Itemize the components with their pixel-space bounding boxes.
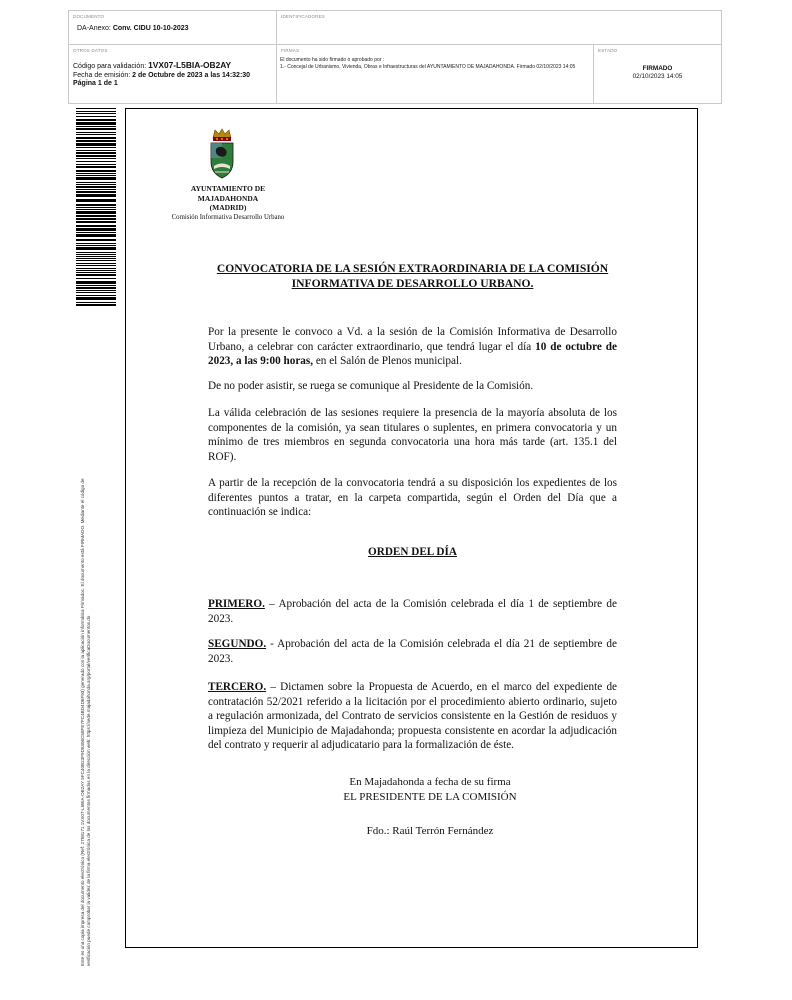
- page-frame: [125, 108, 698, 948]
- item-text: – Dictamen sobre la Propuesta de Acuerdo, en el marco del expediente de contratación 52/2021 referido a la licitación por el procedimiento abierto ordinario, sujeto a regulación armonizada, del Contrato de servicios consistente en la Gestión de residuos y limpieza del Municipio de Majadahonda; propuesta consistente en acordar la adjudicación del contrato y requerir al adjudicatario para la formalización de éste.: [208, 681, 617, 751]
- documento-cell: [69, 11, 277, 45]
- firmas-text: [280, 57, 590, 70]
- codigo-validacion: [73, 61, 250, 72]
- agenda-item-primero: [208, 597, 617, 626]
- paragraph-expedientes: A partir de la recepción de la convocatoria tendrá a su disposición los expedientes de los diferentes puntos a tratar, en la carpeta compartida, según el Orden del Día que a continuación se indica:: [208, 477, 617, 518]
- letterhead-title: [160, 184, 296, 213]
- estado-date: 02/10/2023 14:05: [632, 72, 683, 80]
- firmas-label: FIRMAS: [281, 48, 300, 53]
- side-line1: Este es una copia impresa del documento electrónico (Ref: 2758171 1VX07-L5BIA-OB2AY 5FC40B23F9D5356C58FE7FC4BD4D6F93) generado con la aplicación informática Firmadoc. El documento está FIRMADO. Mediante el código de: [80, 478, 85, 966]
- otros-datos-label: OTROS DATOS: [73, 48, 108, 53]
- coat-of-arms-icon: [207, 128, 237, 182]
- letterhead-line3: (MADRID): [209, 203, 247, 212]
- signature-role: EL PRESIDENTE DE LA COMISIÓN: [343, 790, 517, 803]
- side-verification-inner: [80, 306, 92, 966]
- codigo-label: Código para validación:: [73, 63, 147, 70]
- document-title: CONVOCATORIA DE LA SESIÓN EXTRAORDINARIA DE LA COMISIÓN INFORMATIVA DE DESARROLLO URBANO.: [216, 262, 609, 290]
- p1-text-a: Por la presente le convoco a Vd. a la sesión de la Comisión Informativa de Desarrollo Urbano, a celebrar con carácter extraordinario, que tendrá lugar el día: [208, 326, 617, 353]
- documento-prefix: DA-Anexo:: [77, 25, 111, 32]
- side-line2: verificación puede comprobar la validez de la firma electrónica de los documentos firmados en la dirección web: https://sede.majadahonda.org/portal/verificaDocumentos.do: [86, 615, 91, 966]
- identificadores-label: IDENTIFICADORES: [281, 14, 326, 19]
- paragraph-quorum: La válida celebración de las sesiones requiere la presencia de la mayoría absoluta de los componentes de la comisión, ya sean titulares o suplentes, en primera convocatoria y un mínimo de tres miembros en segunda convocatoria una hora más tarde (art. 135.1 del ROF).: [208, 407, 617, 463]
- estado-cell: [594, 45, 721, 103]
- orden-del-dia-title: ORDEN DEL DÍA: [368, 546, 457, 558]
- item-label: PRIMERO.: [208, 598, 265, 610]
- estado-value: FIRMADO: [642, 65, 673, 72]
- signature-block: [290, 775, 570, 804]
- letterhead-subtitle: Comisión Informativa Desarrollo Urbano: [171, 214, 285, 221]
- signature-name: Fdo.: Raúl Terrón Fernández: [366, 825, 494, 837]
- p1-date-bold: 10 de octubre de 2023, a las 9:00 horas,: [208, 340, 617, 367]
- estado-box: [594, 65, 721, 80]
- fecha-emision: [73, 72, 250, 81]
- paragraph-asistencia: De no poder asistir, se ruega se comunique al Presidente de la Comisión.: [208, 380, 534, 392]
- firmas-line1: El documento ha sido firmado o aprobado por :: [280, 57, 385, 63]
- item-label: SEGUNDO.: [208, 638, 267, 650]
- agenda-item-segundo: [208, 637, 617, 666]
- pagina-info: [73, 80, 250, 89]
- identificadores-cell: [277, 11, 721, 45]
- side-verification-text: [80, 306, 94, 966]
- codigo-value[interactable]: 1VX07-L5BIA-OB2AY: [148, 60, 232, 70]
- paragraph-convocatoria: [208, 325, 617, 369]
- documento-value: [77, 25, 189, 32]
- barcode-icon: [76, 108, 116, 306]
- item-text: - Aprobación del acta de la Comisión celebrada el día 21 de septiembre de 2023.: [208, 638, 617, 665]
- firmas-cell: [277, 45, 594, 103]
- fecha-label: Fecha de emisión:: [73, 71, 131, 79]
- fecha-value: 2 de Octubre de 2023 a las 14:32:30: [132, 71, 251, 79]
- documento-label: DOCUMENTO: [73, 14, 105, 19]
- otros-datos-cell: [69, 45, 277, 103]
- letterhead-line1: AYUNTAMIENTO DE: [190, 184, 266, 193]
- item-label: TERCERO.: [208, 681, 267, 693]
- document-header-table: [68, 10, 722, 104]
- letterhead-line2: MAJADAHONDA: [197, 193, 259, 203]
- otros-datos-text: [73, 61, 250, 89]
- signature-place-date: En Majadahonda a fecha de su firma: [349, 776, 511, 788]
- documento-name: Conv. CIDU 10-10-2023: [112, 25, 189, 32]
- agenda-item-tercero: [208, 680, 617, 753]
- estado-label: ESTADO: [598, 48, 618, 53]
- firmas-line2: 1.- Concejal de Urbanismo, Vivienda, Obras e Infraestructuras del AYUNTAMIENTO DE MAJADAHONDA. Firmado 02/10/2023 14:05: [280, 63, 576, 70]
- item-text: – Aprobación del acta de la Comisión celebrada el día 1 de septiembre de 2023.: [208, 598, 617, 625]
- p1-text-b: en el Salón de Plenos municipal.: [313, 355, 462, 367]
- pagina-text: Página 1 de 1: [73, 80, 118, 88]
